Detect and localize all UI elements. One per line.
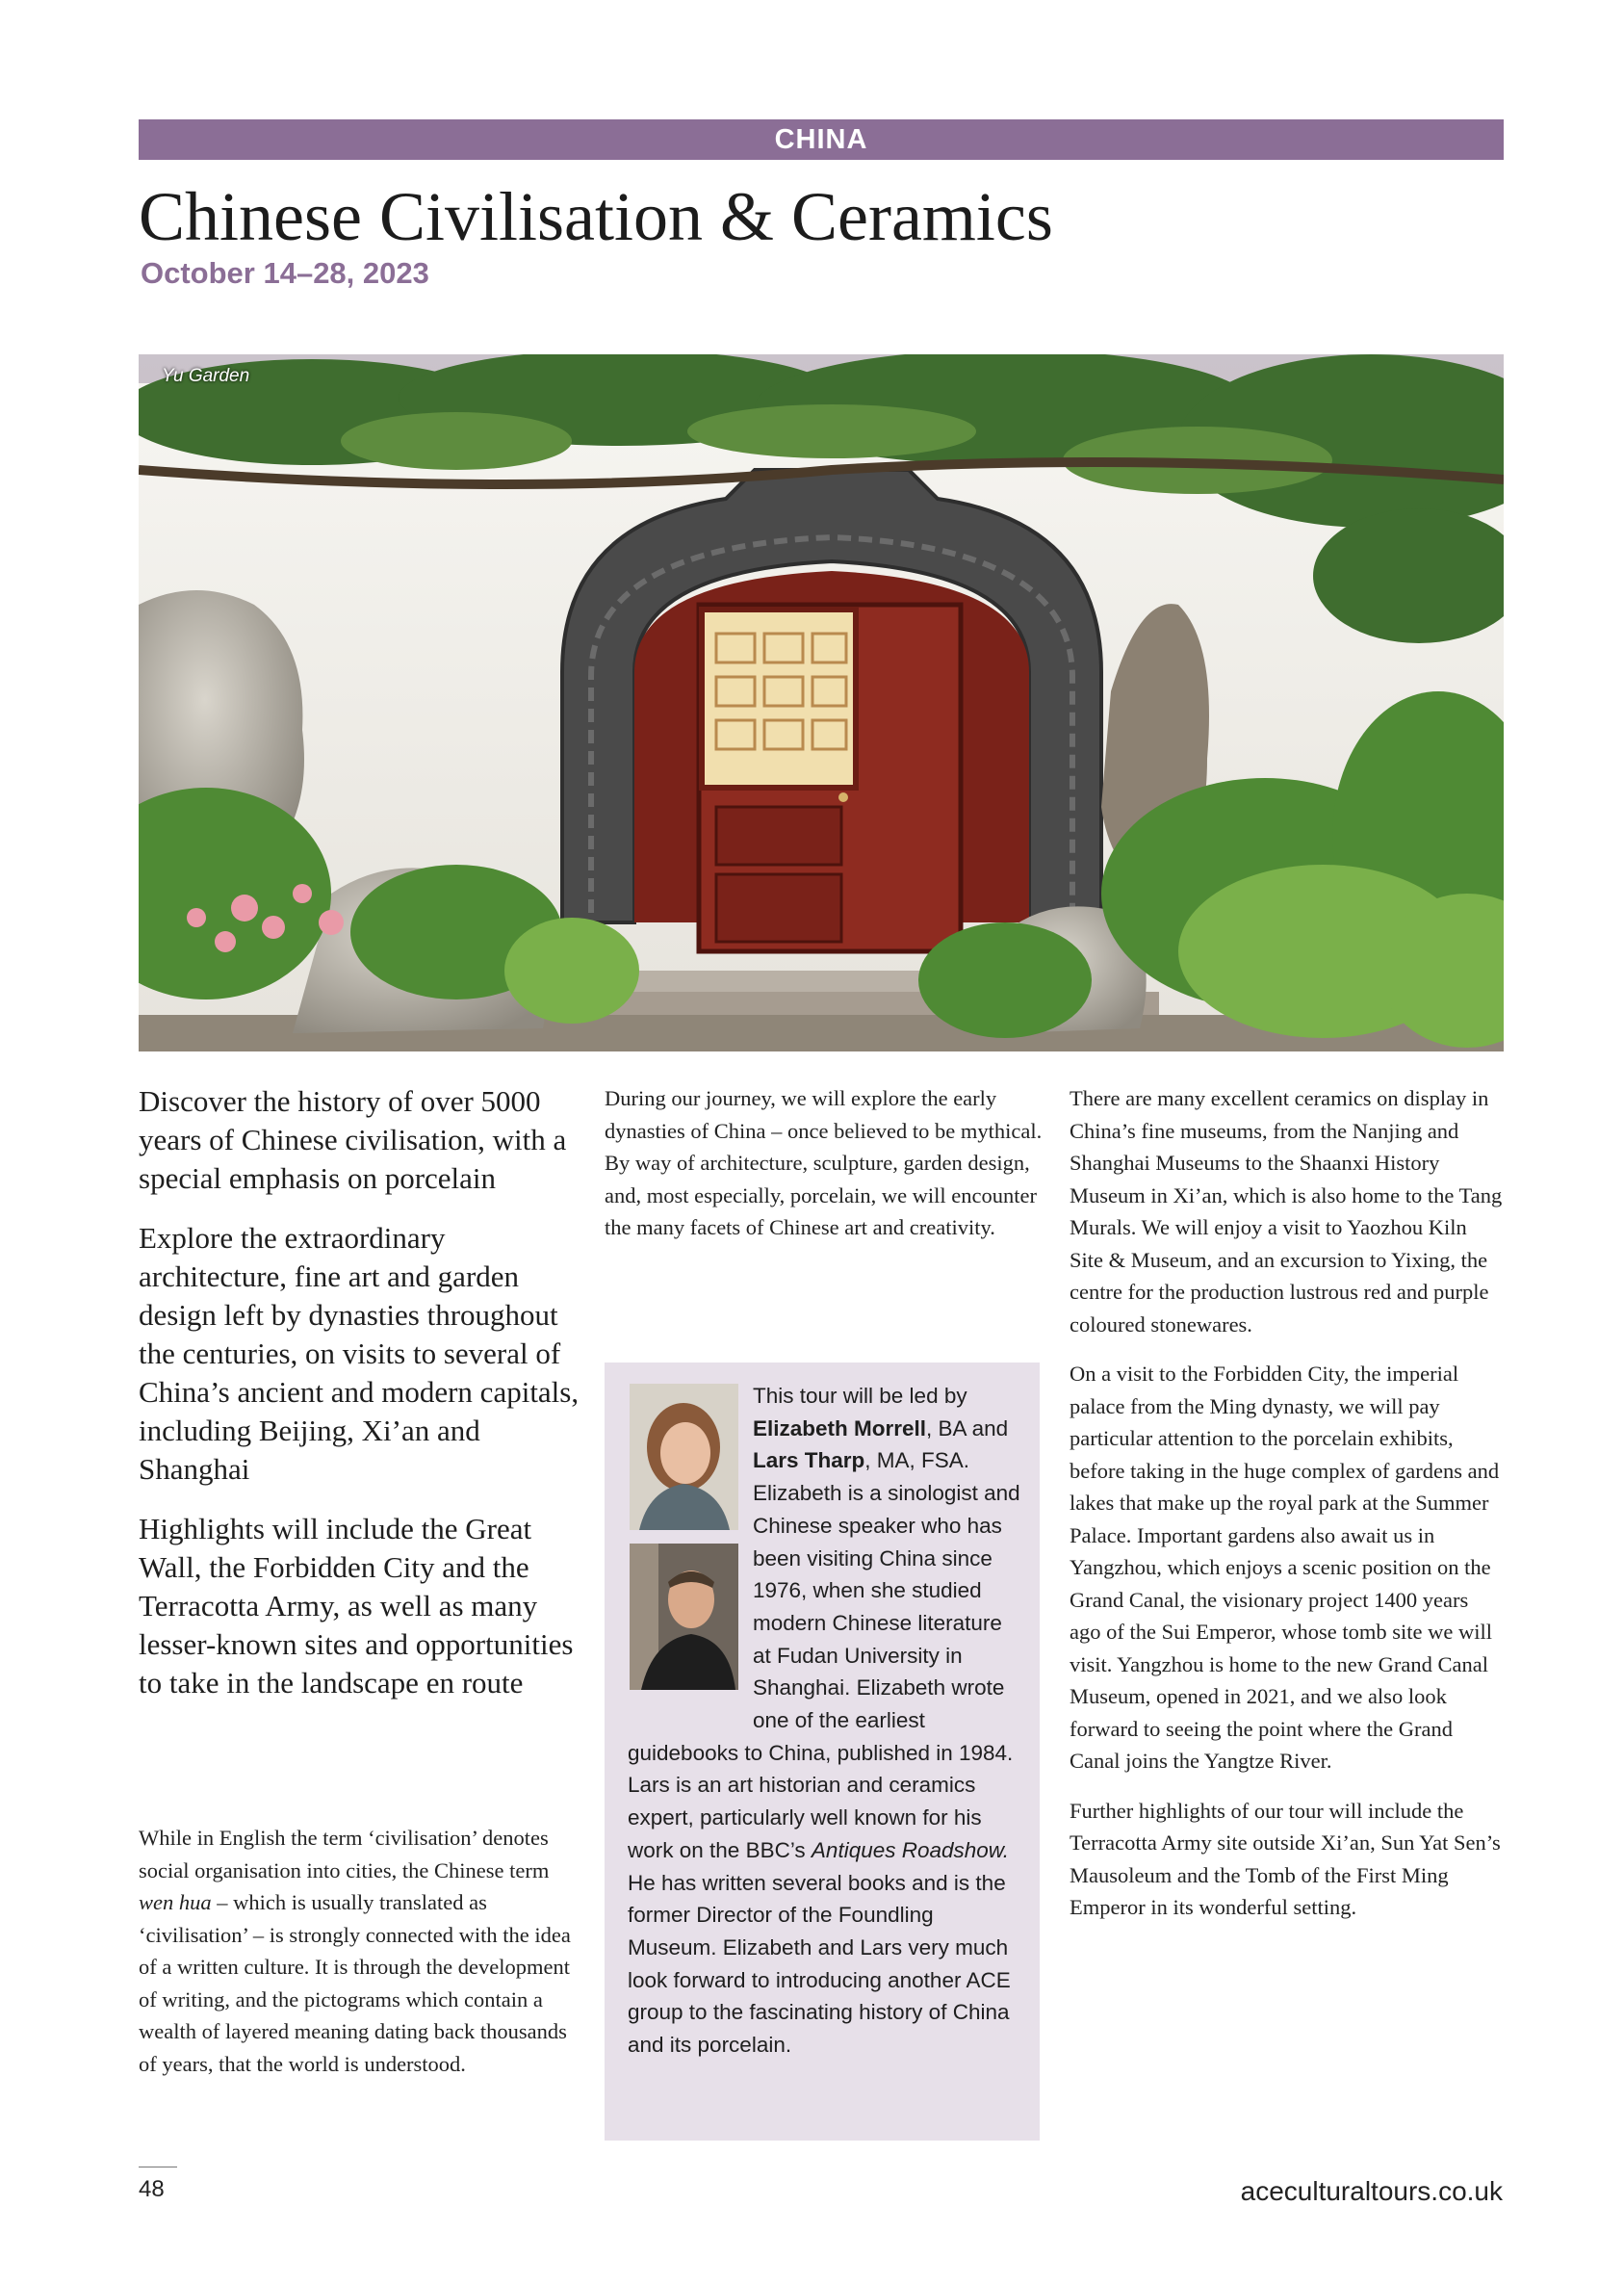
category-label: CHINA xyxy=(774,123,868,155)
leader-name-elizabeth: Elizabeth Morrell xyxy=(753,1415,927,1440)
civilisation-note xyxy=(139,1822,581,2097)
leader-name-lars: Lars Tharp xyxy=(753,1448,865,1473)
tour-leader-box xyxy=(605,1363,1040,2141)
page-number: 48 xyxy=(139,2176,165,2202)
middle-column xyxy=(605,1082,1045,1261)
show-title: Antiques Roadshow. xyxy=(811,1837,1010,1862)
right-column xyxy=(1070,1082,1505,1941)
lead-paragraph: Discover the history of over 5000 years of Chinese civilisation, with a special emphasis on porcelain xyxy=(139,1084,567,1195)
highlights-paragraph: Further highlights of our tour will include the Terracotta Army site outside Xi’an, Sun Yat Sen’s Mausoleum and the Tomb of the First Ming Emperor in its wonderful setting. xyxy=(1070,1798,1501,1919)
garden-moon-gate-illustration xyxy=(139,354,1504,1051)
hero-photo-yu-garden xyxy=(139,354,1504,1051)
journey-intro: During our journey, we will explore the early dynasties of China – once believed to be mythical. By way of architecture, sculpture, garden design, and, most especially, porcelain, we will encounter the many facets of Chinese art and creativity. xyxy=(605,1086,1043,1239)
ceramics-paragraph: There are many excellent ceramics on display in China’s fine museums, from the Nanjing and Shanghai Museums to the Shaanxi History Museum in Xi’an, which is also home to the Tang Murals. We will enjoy a visit to Yaozhou Kiln Site & Museum, and an excursion to Yixing, the centre for the production lustrous red and purple coloured stonewares. xyxy=(1070,1086,1503,1337)
lead-paragraph: Explore the extraordinary architecture, fine art and garden design left by dynasties throughout the centuries, on visits to several of China’s ancient and modern capitals, including Beijing, Xi’an and Shanghai xyxy=(139,1221,580,1486)
website-link[interactable]: aceculturaltours.co.uk xyxy=(1240,2176,1503,2206)
page-title: Chinese Civilisation & Ceramics xyxy=(139,178,1053,255)
lead-paragraph: Highlights will include the Great Wall, the Forbidden City and the Terracotta Army, as well as many lesser-known sites and opportunities to take in the landscape en route xyxy=(139,1512,574,1700)
civilisation-note-text: While in English the term ‘civilisation’ denotes social organisation into cities, the Chinese term wen hua – which is usually translated as ‘civilisation’ – is strongly connected with the idea of a written culture. It is through the development of writing, and the pictograms which contain a wealth of layered meaning dating back thousands of years, that the world is understood. xyxy=(139,1826,571,2076)
category-banner xyxy=(139,119,1504,160)
lead-column xyxy=(139,1082,581,1724)
tour-dates: October 14–28, 2023 xyxy=(141,256,429,290)
term-wen-hua: wen hua xyxy=(139,1890,212,1914)
photo-caption: Yu Garden xyxy=(162,366,250,386)
forbidden-city-paragraph: On a visit to the Forbidden City, the imperial palace from the Ming dynasty, we will pay particular attention to the porcelain exhibits, before taking in the huge complex of gardens and lakes that make up the royal park at the Summer Palace. Important gardens also await us in Yangzhou, which enjoys a scenic position on the Grand Canal, the visionary project 1400 years ago of the Sui Emperor, whose tomb site we will visit. Yangzhou is home to the new Grand Canal Museum, opened in 2021, and we also look forward to seeing the point where the Grand Canal joins the Yangtze River. xyxy=(1070,1362,1500,1773)
tour-leader-bio: This tour will be led by Elizabeth Morrell, BA and Lars Tharp, MA, FSA. Elizabeth is a sinologist and Chinese speaker who has been visiting China since 1976, when she studied modern Chinese literature at Fudan University in Shanghai. Elizabeth wrote one of the earliest guidebooks to China, published in 1984. Lars is an art historian and ceramics expert, particularly well known for his work on the BBC’s Antiques Roadshow. He has written several books and is the former Director of the Foundling Museum. Elizabeth and Lars very much look forward to introducing another ACE group to the fascinating history of China and its porcelain. xyxy=(628,1384,1020,2058)
